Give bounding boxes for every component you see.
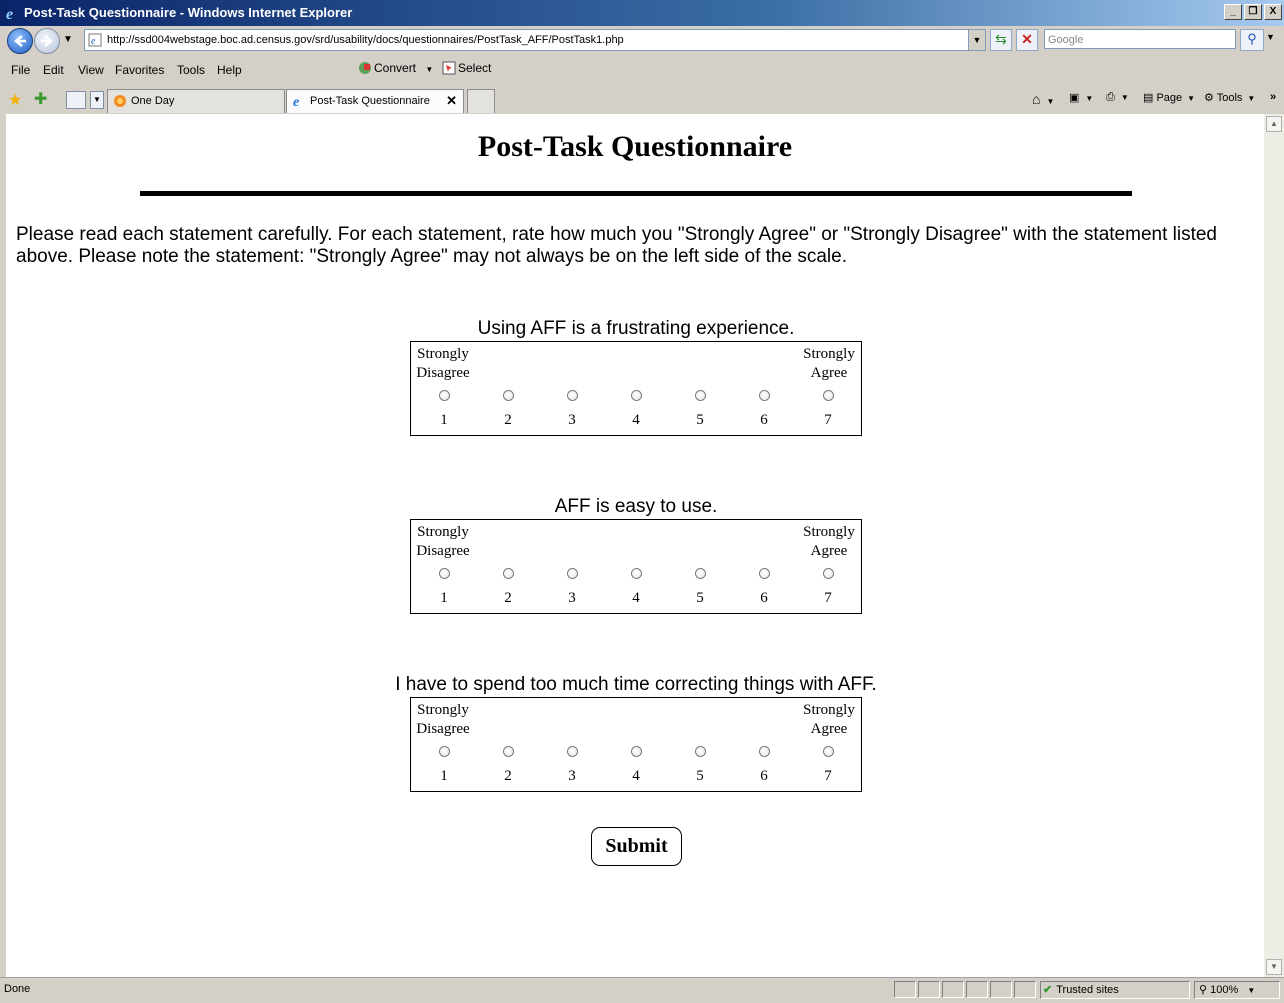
radio-option-5[interactable]	[695, 568, 706, 579]
add-favorites-icon[interactable]: ✚	[34, 91, 48, 108]
svg-text:e: e	[293, 95, 300, 108]
security-zone-label: Trusted sites	[1056, 984, 1119, 996]
radio-option-2[interactable]	[503, 568, 514, 579]
back-button[interactable]	[7, 28, 33, 54]
scale-number: 7	[824, 590, 832, 606]
status-pane	[966, 981, 988, 998]
radio-option-4[interactable]	[631, 390, 642, 401]
convert-icon	[358, 61, 372, 75]
status-pane	[1014, 981, 1036, 998]
title-divider	[140, 191, 1132, 196]
tools-menu-label: Tools	[1216, 92, 1243, 104]
radio-option-2[interactable]	[503, 746, 514, 757]
radio-option-3[interactable]	[567, 568, 578, 579]
window-title: Post-Task Questionnaire - Windows Internet Explorer	[24, 5, 353, 20]
back-arrow-icon	[12, 33, 28, 49]
radio-option-6[interactable]	[759, 568, 770, 579]
one-day-icon	[113, 94, 127, 108]
select-label: Select	[458, 61, 492, 75]
status-pane	[894, 981, 916, 998]
radio-option-4[interactable]	[631, 568, 642, 579]
zoom-level: 100%	[1210, 984, 1239, 996]
tab-bar	[0, 84, 1284, 115]
search-options-icon[interactable]: ▼	[1266, 32, 1275, 42]
feeds-icon[interactable]: ▣ ▼	[1069, 92, 1094, 104]
page-icon	[88, 33, 102, 47]
tab-label: One Day	[131, 95, 175, 107]
page-content	[6, 114, 1264, 977]
scale-number: 1	[440, 590, 448, 606]
question-text: I have to spend too much time correcting things with AFF.	[395, 674, 877, 695]
radio-option-3[interactable]	[567, 746, 578, 757]
stop-icon[interactable]: ✕	[1016, 29, 1038, 51]
status-bar	[0, 977, 1284, 1003]
radio-option-6[interactable]	[759, 390, 770, 401]
forward-button[interactable]	[34, 28, 60, 54]
menu-edit[interactable]: Edit	[43, 63, 64, 77]
menu-file[interactable]: File	[11, 63, 31, 77]
radio-option-1[interactable]	[439, 746, 450, 757]
status-text: Done	[4, 983, 31, 995]
status-pane	[990, 981, 1012, 998]
search-icon[interactable]: ⚲	[1240, 29, 1264, 51]
radio-option-6[interactable]	[759, 746, 770, 757]
address-toolbar	[0, 26, 1284, 56]
history-dropdown-icon[interactable]: ▼	[63, 34, 73, 45]
scale-number: 4	[632, 768, 640, 784]
address-bar[interactable]	[84, 29, 986, 51]
scale-number: 4	[632, 590, 640, 606]
forward-arrow-icon	[39, 33, 55, 49]
question-text: Using AFF is a frustrating experience.	[477, 318, 795, 339]
vertical-scrollbar[interactable]	[1264, 114, 1284, 977]
ie-logo-icon	[4, 5, 20, 21]
radio-option-1[interactable]	[439, 568, 450, 579]
rating-scale	[410, 341, 862, 436]
scale-number: 1	[440, 412, 448, 428]
scale-number: 2	[504, 590, 512, 606]
scale-number: 4	[632, 412, 640, 428]
scale-left-label: Strongly Disagree	[416, 702, 470, 737]
scale-left-label: Strongly Disagree	[416, 524, 470, 559]
scale-number: 2	[504, 412, 512, 428]
scale-number: 5	[696, 768, 704, 784]
chevron-more-icon[interactable]: »	[1270, 91, 1277, 103]
minimize-button[interactable]: _	[1224, 4, 1242, 20]
radio-option-7[interactable]	[823, 390, 834, 401]
zoom-control[interactable]	[1194, 981, 1280, 999]
menu-bar	[0, 56, 1284, 84]
page-menu-label: Page	[1156, 92, 1183, 104]
home-icon[interactable]: ⌂ ▼	[1032, 91, 1055, 107]
close-window-button[interactable]: X	[1264, 4, 1282, 20]
status-pane	[942, 981, 964, 998]
tools-menu-button[interactable]: ⚙ Tools ▼	[1204, 92, 1256, 104]
radio-option-7[interactable]	[823, 746, 834, 757]
page-menu-button[interactable]: ▤ Page ▼	[1143, 92, 1196, 104]
rating-scale	[410, 519, 862, 614]
new-tab-button[interactable]	[467, 89, 495, 113]
ie-page-icon	[292, 94, 306, 108]
refresh-icon[interactable]: ⇆	[990, 29, 1012, 51]
tab-one-day[interactable]	[107, 89, 285, 113]
page-title: Post-Task Questionnaire	[477, 130, 793, 163]
window-title-bar[interactable]	[0, 0, 1284, 26]
zoom-dropdown-icon[interactable]: ▼	[1247, 986, 1256, 995]
scale-right-label: Strongly Agree	[803, 524, 855, 559]
scale-right-label: Strongly Agree	[803, 346, 855, 381]
address-url: http://ssd004webstage.boc.ad.census.gov/srd/usability/docs/questionnaires/PostTask_AFF/PostTask1.php	[107, 34, 624, 46]
tab-list-dropdown-icon[interactable]: ▼	[90, 91, 104, 109]
scale-number: 6	[760, 768, 768, 784]
checkmark-icon: ✔	[1043, 984, 1053, 996]
rating-scale	[410, 697, 862, 792]
scale-number: 2	[504, 768, 512, 784]
status-pane	[918, 981, 940, 998]
security-zone[interactable]	[1040, 981, 1190, 999]
scale-number: 3	[568, 768, 576, 784]
radio-option-3[interactable]	[567, 390, 578, 401]
select-button[interactable]	[442, 61, 491, 75]
instructions-text: Please read each statement carefully. For each statement, rate how much you "Strongly Agree" or "Strongly Disagree" with the statement listed above. Please note the statement: "Strongly Agree" may not always be on the left side of the scale.	[16, 224, 1217, 267]
print-icon[interactable]: ⎙ ▼	[1106, 91, 1129, 103]
convert-dropdown-icon[interactable]: ▼	[425, 65, 434, 74]
search-input[interactable]: Google	[1044, 29, 1236, 49]
radio-option-4[interactable]	[631, 746, 642, 757]
scale-number: 3	[568, 412, 576, 428]
submit-button[interactable]: Submit	[591, 827, 682, 866]
scale-number: 1	[440, 768, 448, 784]
menu-help[interactable]: Help	[217, 63, 242, 77]
scale-number: 6	[760, 412, 768, 428]
radio-option-7[interactable]	[823, 568, 834, 579]
scale-right-label: Strongly Agree	[803, 702, 855, 737]
radio-option-5[interactable]	[695, 746, 706, 757]
close-tab-icon[interactable]: ✕	[446, 93, 457, 108]
scale-number: 3	[568, 590, 576, 606]
menu-favorites[interactable]: Favorites	[115, 63, 165, 77]
scale-number: 5	[696, 412, 704, 428]
svg-text:e: e	[6, 6, 14, 21]
zoom-icon: ⚲	[1199, 984, 1208, 996]
convert-button[interactable]	[358, 61, 433, 75]
radio-option-2[interactable]	[503, 390, 514, 401]
radio-option-1[interactable]	[439, 390, 450, 401]
scale-number: 7	[824, 768, 832, 784]
favorites-star-icon[interactable]: ★	[8, 92, 23, 109]
svg-text:e: e	[91, 36, 96, 47]
scale-number: 6	[760, 590, 768, 606]
scale-number: 7	[824, 412, 832, 428]
scroll-down-icon[interactable]: ▼	[1266, 959, 1282, 975]
convert-label: Convert	[374, 61, 417, 75]
scroll-up-icon[interactable]: ▲	[1266, 116, 1282, 132]
tab-post-task-questionnaire[interactable]	[286, 89, 464, 113]
tab-label: Post-Task Questionnaire	[310, 95, 430, 107]
address-dropdown-icon[interactable]: ▼	[968, 30, 985, 50]
menu-view[interactable]: View	[78, 63, 104, 77]
question-text: AFF is easy to use.	[554, 496, 718, 517]
scale-number: 5	[696, 590, 704, 606]
restore-button[interactable]: ❐	[1244, 4, 1262, 20]
menu-tools[interactable]: Tools	[177, 63, 206, 77]
select-icon	[442, 61, 456, 75]
quick-tabs-icon[interactable]	[66, 91, 86, 109]
radio-option-5[interactable]	[695, 390, 706, 401]
scale-left-label: Strongly Disagree	[416, 346, 470, 381]
